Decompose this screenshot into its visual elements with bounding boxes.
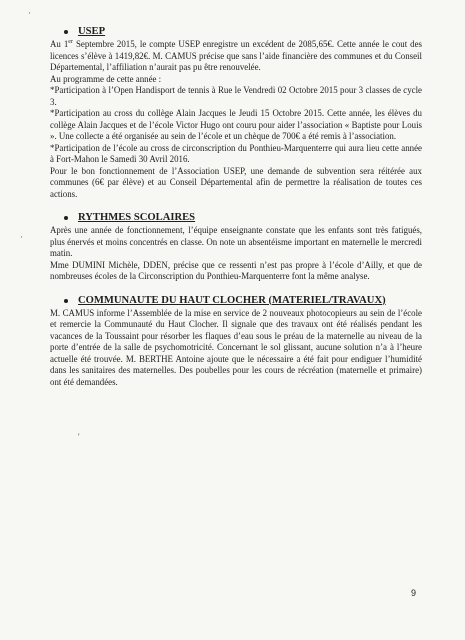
paragraph: Au programme de cette année :: [50, 73, 162, 84]
text-run: Au 1: [50, 39, 69, 49]
paragraph: M. CAMUS informe l’Assemblée de la mise en service de 2 nouveaux photocopieurs au sein de l’école et remercie la Communauté du Haut Clocher. Il signale que des travaux ont été réalisés pendant les vacances de la Toussaint pour résorber les flaques d’eau sous le préau de la maternelle au niveau de la porte d’entrée de la salle de psychomotricité. Concernant le sol glissant, aucune solution n’a à l’heure actuelle été trouvée. M. BERTHE Antoine ajoute que le nécessaire a été fait pour endiguer l’humidité dans les sanitaires des maternelles. Des poubelles pour les cours de récréation (maternelle et primaire) ont été demandées.: [50, 307, 422, 387]
paragraph: *Participation au cross du collège Alain Jacques le Jeudi 15 Octobre 2015. Cette année, les élèves du collège Alain Jacques et de l’école Victor Hugo ont couru pour aider l’association « Baptiste pour Louis ». Une collecte a été organisée au sein de l’école et un chèque de 700€ a été remis à l’association.: [50, 108, 422, 141]
page-number: 9: [411, 588, 417, 598]
paragraph: *Participation à l’Open Handisport de tennis à Rue le Vendredi 02 Octobre 2015 pour 3 classes de cycle 3.: [50, 85, 422, 107]
bullet-icon: [64, 30, 68, 34]
paragraph: Après une année de fonctionnement, l’équipe enseignante constate que les enfants sont très fatigués, plus énervés et moins concentrés en classe. On note un absentéisme important en maternelle le mercredi matin.: [50, 225, 422, 258]
bullet-icon: [64, 216, 68, 220]
superscript: er: [68, 39, 73, 46]
paragraph: Pour le bon fonctionnement de l’Association USEP, une demande de subvention sera réitérée aux communes (6€ par élève) et au Conseil Départemental afin de permettre la réalisation de toutes ces actions.: [50, 165, 422, 199]
bullet-icon: [64, 299, 68, 303]
scan-mark: ·: [28, 8, 31, 18]
document-content: [50, 25, 422, 388]
section-title-usep: [64, 25, 422, 39]
section-title-text: USEP: [78, 26, 106, 37]
paragraph: *Participation de l’école au cross de circonscription du Ponthieu-Marquenterre qui aura lieu cette année à Fort-Mahon le Samedi 30 Avril 2016.: [50, 142, 422, 164]
scan-mark: ·: [20, 232, 23, 242]
section-title-text: COMMUNAUTE DU HAUT CLOCHER (MATERIEL/TRAVAUX): [78, 294, 386, 306]
scan-mark: ': [78, 432, 80, 442]
section-title-rythmes: [64, 211, 422, 225]
section-title-communaute: [64, 294, 422, 308]
paragraph: [50, 39, 422, 74]
text-run: Septembre 2015, le compte USEP enregistre un excédent de 2085,65€. Cette année le cout des licences s’élève à 1419,82€. M. CAMUS précise que sans l’aide financière des communes et du Conseil Départemental, l’affiliation n’aurait pas pu être renouvelée.: [50, 39, 422, 72]
section-title-text: RYTHMES SCOLAIRES: [78, 212, 196, 223]
paragraph: Mme DUMINI Michèle, DDEN, précise que ce ressenti n’est pas propre à l’école d’Ailly, et que de nombreuses écoles de la Circonscription du Ponthieu-Marquenterre font la même analyse.: [50, 259, 422, 281]
